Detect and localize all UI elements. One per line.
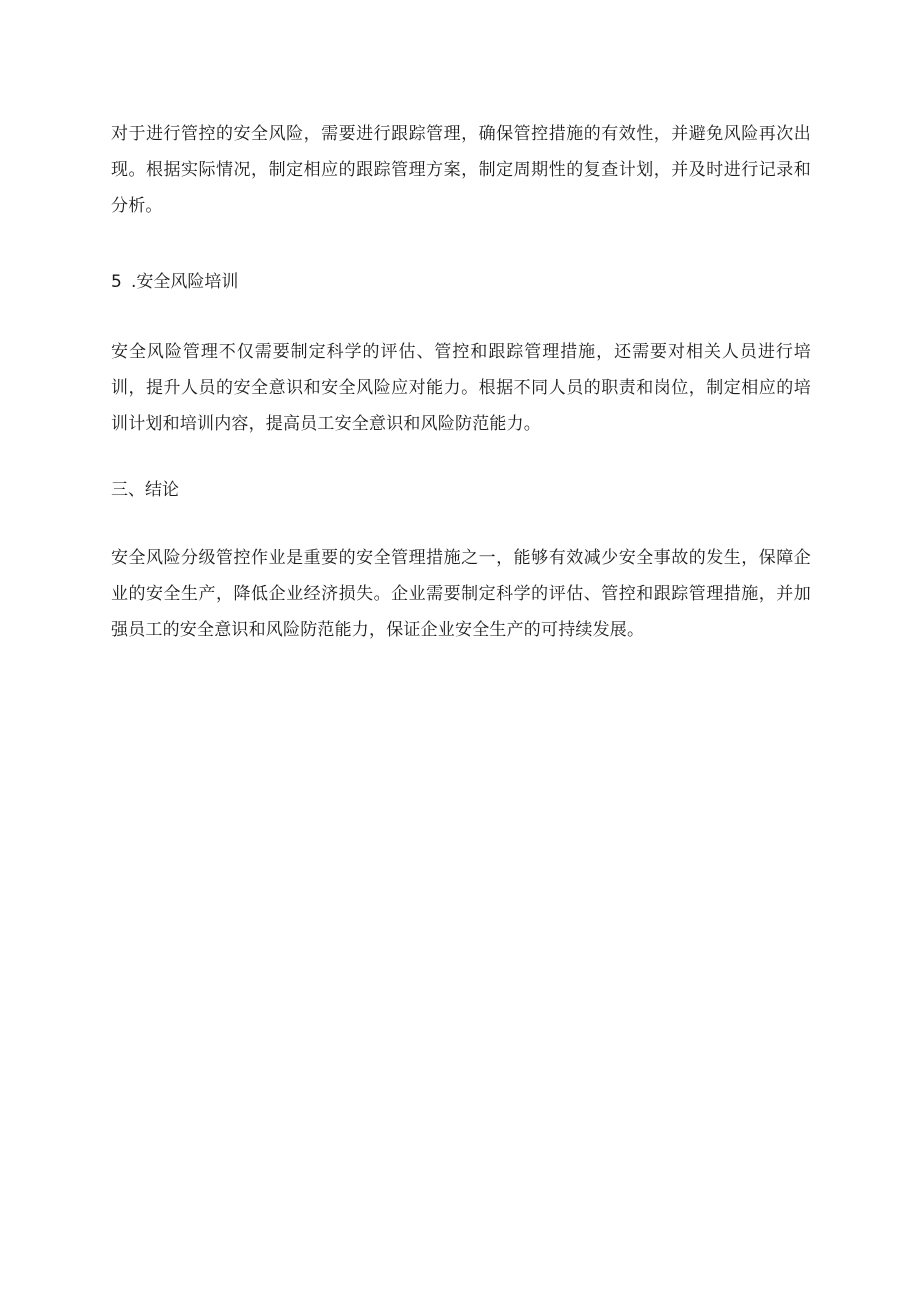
section-heading-conclusion: 三、结论: [111, 480, 179, 500]
paragraph-tracking-management: 对于进行管控的安全风险，需要进行跟踪管理，确保管控措施的有效性，并避免风险再次出现。根据实际情况，制定相应的跟踪管理方案，制定周期性的复查计划，并及时进行记录和分析。: [111, 124, 811, 216]
paragraph-safety-training: 安全风险管理不仅需要制定科学的评估、管控和跟踪管理措施，还需要对相关人员进行培训，提升人员的安全意识和安全风险应对能力。根据不同人员的职责和岗位，制定相应的培训计划和培训内容，提高员工安全意识和风险防范能力。: [111, 342, 811, 434]
paragraph-conclusion: 安全风险分级管控作业是重要的安全管理措施之一，能够有效减少安全事故的发生，保障企业的安全生产，降低企业经济损失。企业需要制定科学的评估、管控和跟踪管理措施，并加强员工的安全意识和风险防范能力，保证企业安全生产的可持续发展。: [111, 548, 811, 640]
document-body: [111, 116, 811, 648]
section-heading-safety-training: [111, 264, 811, 300]
section-number: 5: [111, 272, 122, 292]
section-title: .安全风险培训: [131, 272, 239, 292]
